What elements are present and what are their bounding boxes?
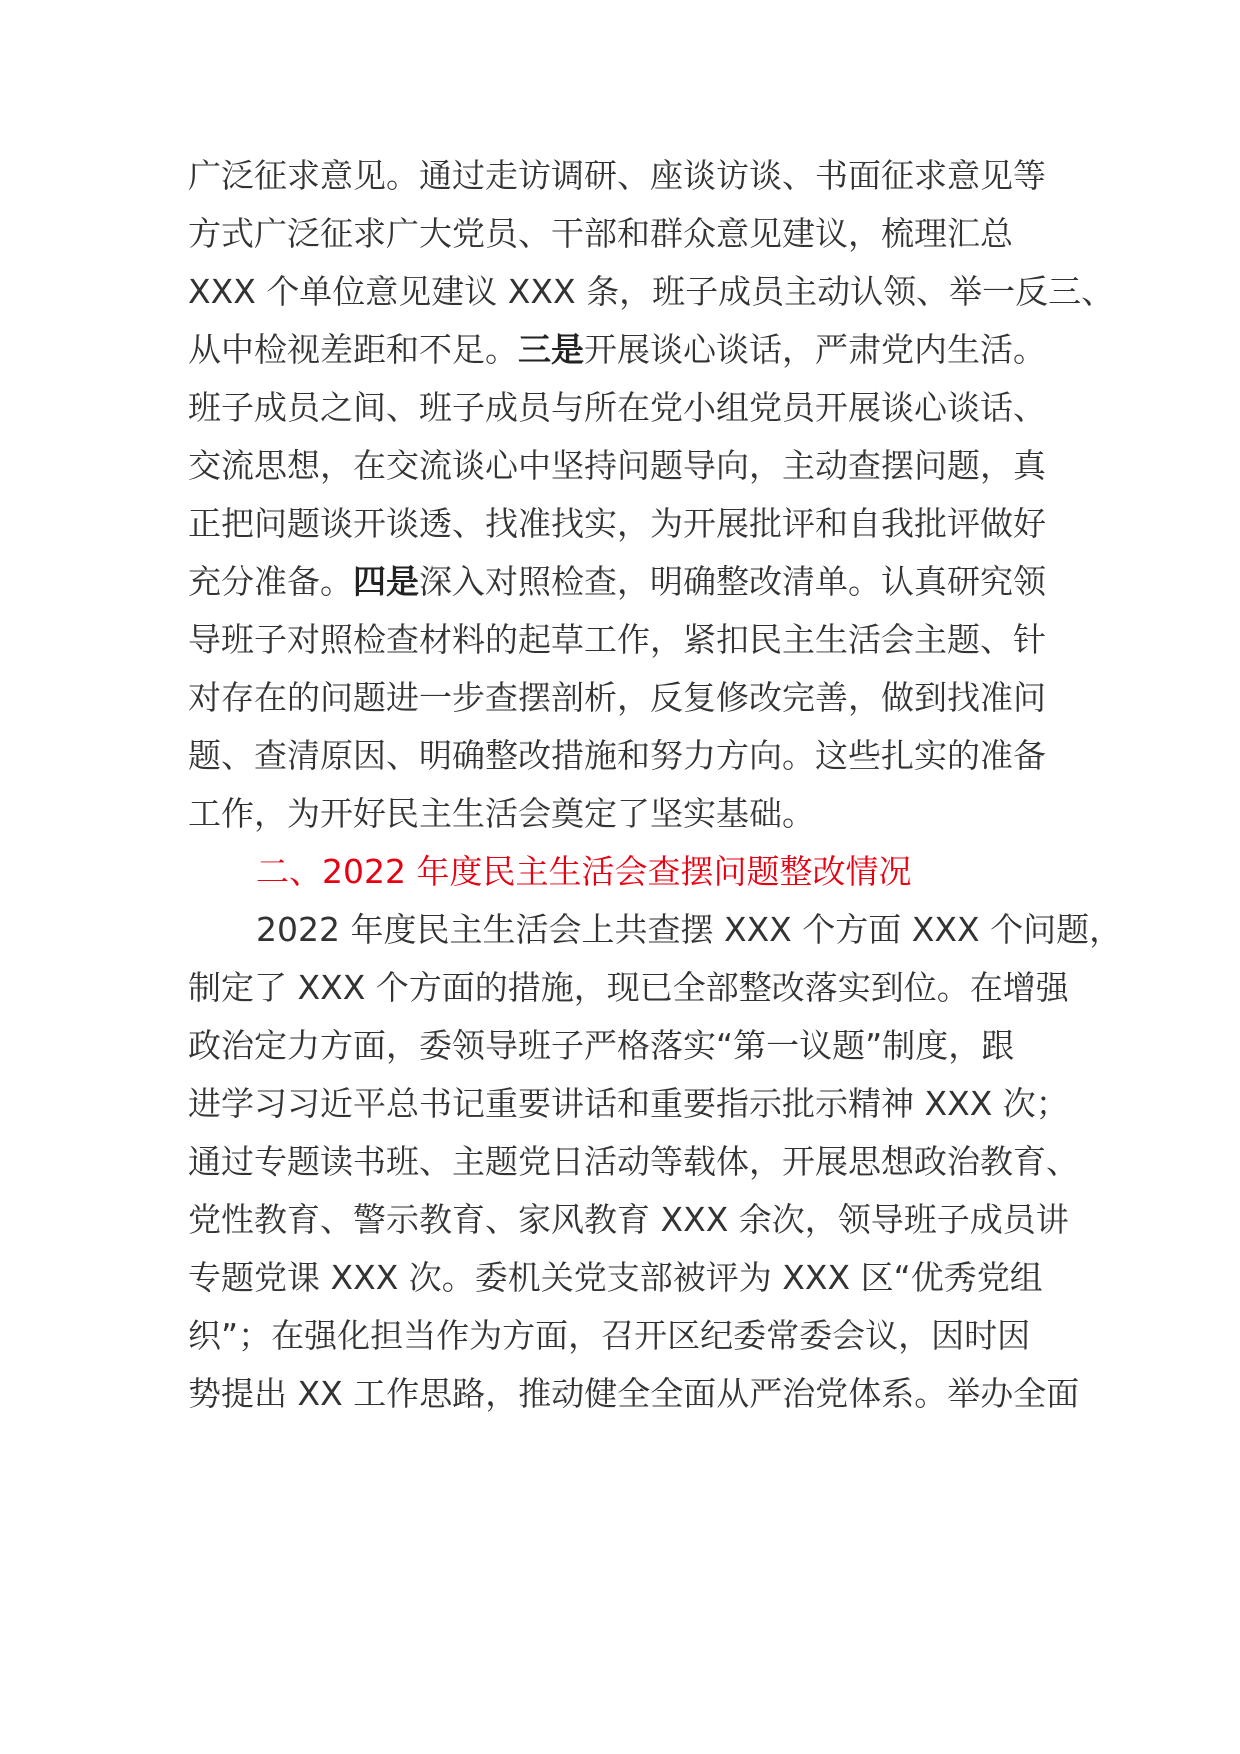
bold-marker: 四是 [353,562,419,601]
text-line: 题、查清原因、明确整改措施和努力方向。这些扎实的准备 [188,736,1046,775]
text-line: 交流思想，在交流谈心中坚持问题导向，主动查摆问题，真 [188,446,1046,485]
section-heading: 二、2022 年度民主生活会查摆问题整改情况 [256,852,912,891]
text-line [188,556,1046,608]
text-line: 导班子对照检查材料的起草工作，紧扣民主生活会主题、针 [188,620,1046,659]
text-segment: 深入对照检查，明确整改清单。认真研究领 [419,562,1046,601]
text-line: 专题党课 XXX 次。委机关党支部被评为 XXX 区“优秀党组 [188,1258,1043,1297]
text-line: 制定了 XXX 个方面的措施，现已全部整改落实到位。在增强 [188,968,1069,1007]
text-line: 广泛征求意见。通过走访调研、座谈访谈、书面征求意见等 [188,156,1046,195]
text-line: 通过专题读书班、主题党日活动等载体，开展思想政治教育、 [188,1142,1079,1181]
bold-marker: 三是 [518,330,584,369]
text-segment: 从中检视差距和不足。 [188,330,518,369]
text-line: 2022 年度民主生活会上共查摆 XXX 个方面 XXX 个问题， [256,910,1123,949]
text-line: 对存在的问题进一步查摆剖析，反复修改完善，做到找准问 [188,678,1046,717]
text-line: XXX 个单位意见建议 XXX 条，班子成员主动认领、举一反三、 [188,272,1115,311]
text-line: 党性教育、警示教育、家风教育 XXX 余次，领导班子成员讲 [188,1200,1069,1239]
text-line: 政治定力方面，委领导班子严格落实“第一议题”制度，跟 [188,1026,1015,1065]
text-segment: 开展谈心谈话，严肃党内生活。 [584,330,1046,369]
text-line: 进学习习近平总书记重要讲话和重要指示批示精神 XXX 次； [188,1084,1069,1123]
text-line: 势提出 XX 工作思路，推动健全全面从严治党体系。举办全面 [188,1374,1080,1413]
text-line: 方式广泛征求广大党员、干部和群众意见建议，梳理汇总 [188,214,1013,253]
text-line [188,324,1046,376]
text-segment: 充分准备。 [188,562,353,601]
text-line: 正把问题谈开谈透、找准找实，为开展批评和自我批评做好 [188,504,1046,543]
text-line: 织”；在强化担当作为方面，召开区纪委常委会议，因时因 [188,1316,1031,1355]
text-line: 班子成员之间、班子成员与所在党小组党员开展谈心谈话、 [188,388,1046,427]
text-line: 工作，为开好民主生活会奠定了坚实基础。 [188,794,815,833]
